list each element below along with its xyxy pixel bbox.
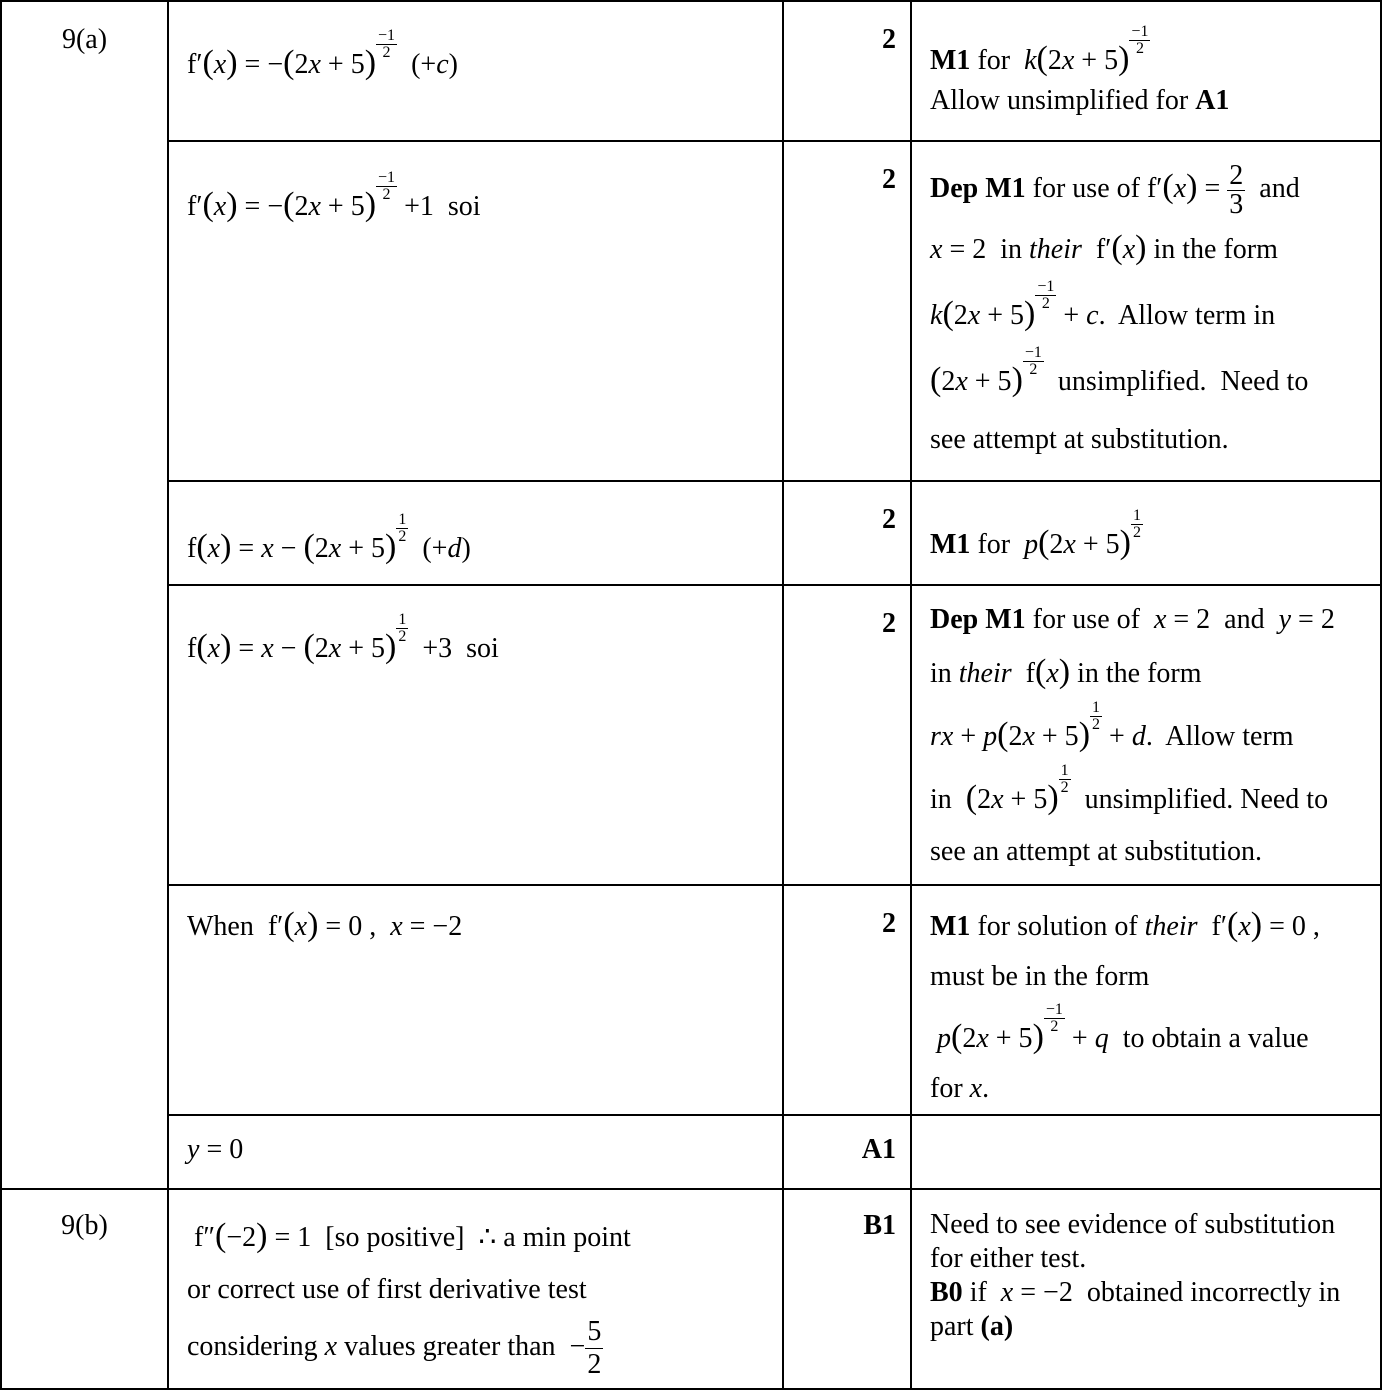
mark-cell — [783, 481, 911, 585]
mark-value: 2 — [882, 504, 896, 535]
question-label: 9(a) — [61, 24, 108, 55]
table-row — [1, 1115, 1381, 1189]
answer-text: When f′(x) = 0 , x = −2 — [187, 906, 463, 943]
mark-value: 2 — [882, 24, 896, 55]
guidance-cell — [911, 481, 1381, 585]
answer-cell — [168, 141, 783, 481]
guidance-text: Dep M1 for use of f′(x) = $\frac{2}{3}$ and x = 2 in their f′(x) in the form k(2x + 5) $^{\frac{-1}{2}}$ + c. Allow term in (2x + 5) $^{\frac{-1}{2}}$ unsimplified. Need to see attempt at substitution. — [930, 160, 1309, 456]
guidance-cell — [911, 585, 1381, 885]
table-row — [1, 585, 1381, 885]
guidance-cell — [911, 1115, 1381, 1189]
guidance-cell — [911, 1, 1381, 141]
table-row — [1, 1189, 1381, 1389]
answer-cell — [168, 885, 783, 1115]
mark-value: 2 — [882, 908, 896, 939]
mark-cell — [783, 1, 911, 141]
answer-cell — [168, 585, 783, 885]
mark-value: B1 — [863, 1210, 896, 1241]
mark-cell — [783, 141, 911, 481]
mark-cell — [783, 885, 911, 1115]
guidance-text: M1 for solution of their f′(x) = 0 , must be in the form p(2x + 5) $^{\frac{-1}{2}}$ + q to obtain a value for x. — [930, 906, 1320, 1104]
guidance-cell — [911, 141, 1381, 481]
guidance-cell — [911, 1189, 1381, 1389]
answer-text: y = 0 — [187, 1134, 244, 1165]
mark-value: 2 — [882, 608, 896, 639]
answer-text: f′(x) = −(2x + 5) $^{\frac{-1}{2}}$ +1 soi — [187, 169, 481, 223]
answer-text: f(x) = x − (2x + 5) $^{\frac{1}{2}}$ +3 soi — [187, 611, 499, 665]
question-number — [1, 1, 168, 1189]
mark-cell — [783, 1115, 911, 1189]
table-row — [1, 141, 1381, 481]
table-row — [1, 885, 1381, 1115]
answer-text: f′(x) = −(2x + 5) $^{\frac{-1}{2}}$ (+c) — [187, 27, 458, 81]
guidance-text: M1 for k(2x + 5) $^{\frac{-1}{2}}$ Allow unsimplified for A1 — [930, 23, 1230, 116]
answer-text: f(x) = x − (2x + 5) $^{\frac{1}{2}}$ (+d) — [187, 511, 471, 565]
question-label: 9(b) — [61, 1210, 108, 1241]
guidance-text: Need to see evidence of substitution for either test. B0 if x = −2 obtained incorrectly in part (a) — [930, 1209, 1341, 1342]
guidance-cell — [911, 885, 1381, 1115]
answer-cell — [168, 1189, 783, 1389]
answer-text: f″(−2) = 1 [so positive] ∴ a min point or correct use of first derivative test considering x values greater than − $\frac{5}{2}$ — [187, 1217, 631, 1381]
table-row — [1, 1, 1381, 141]
answer-cell — [168, 1, 783, 141]
guidance-text: M1 for p(2x + 5) $^{\frac{1}{2}}$ — [930, 507, 1141, 561]
guidance-text: Dep M1 for use of x = 2 and y = 2 in their f(x) in the form rx + p(2x + 5) $^{\frac{1}{2}}$ + d. Allow term in (2x + 5) $^{\frac{1}{2}}$ unsimplified. Need to see an attempt at substitution. — [930, 604, 1335, 867]
table-row — [1, 481, 1381, 585]
question-number — [1, 1189, 168, 1389]
mark-value: 2 — [882, 164, 896, 195]
answer-cell — [168, 481, 783, 585]
answer-cell — [168, 1115, 783, 1189]
mark-cell — [783, 585, 911, 885]
mark-value: A1 — [861, 1134, 896, 1165]
mark-cell — [783, 1189, 911, 1389]
